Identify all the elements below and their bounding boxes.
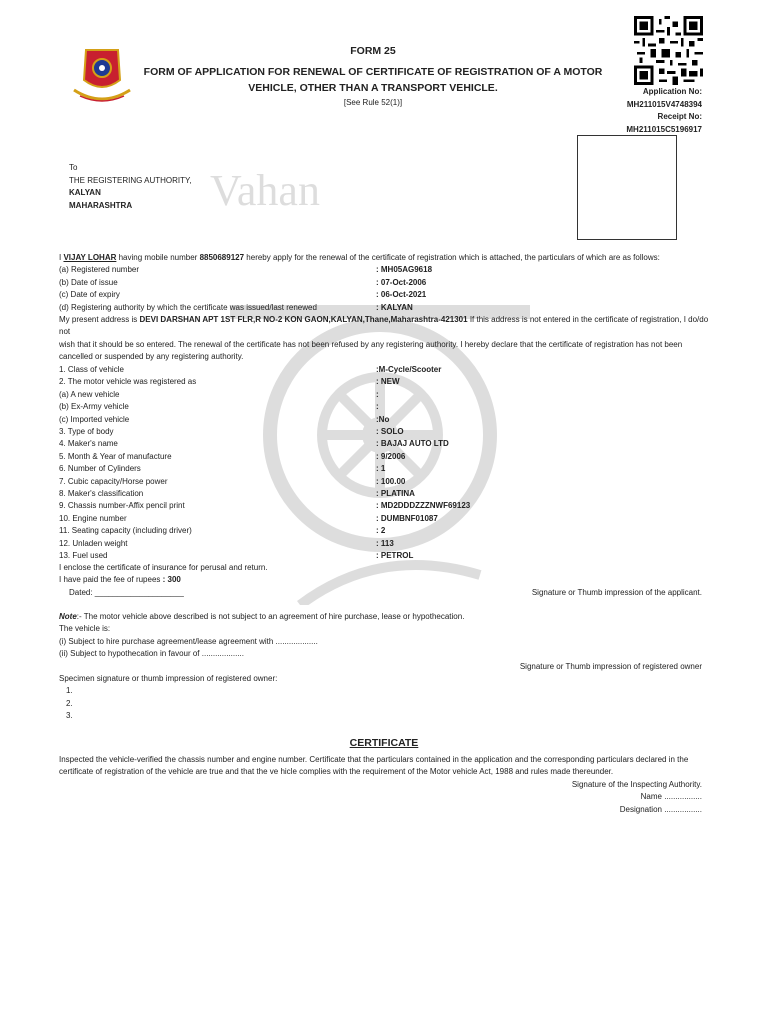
photo-box — [577, 135, 677, 240]
field-label: 13. Fuel used — [59, 551, 108, 560]
receipt-no-label: Receipt No: — [657, 112, 702, 122]
field-value: : 113 — [376, 538, 394, 548]
specimen-item: 1. — [66, 686, 73, 696]
hypothecation-line: (ii) Subject to hypothecation in favour of ................... — [59, 649, 244, 659]
note-text: :- The motor vehicle above described is not subject to an agreement of hire purchase, lease or hypothecation. — [76, 612, 465, 621]
vehicle-row — [59, 376, 709, 388]
field-value: : 07-Oct-2006 — [376, 277, 427, 287]
field-value: : 2 — [376, 526, 386, 536]
specimen-title: Specimen signature or thumb impression of registered owner: — [59, 674, 278, 683]
form-number: FORM 25 — [350, 45, 396, 57]
field-value: : — [376, 402, 379, 412]
registration-row — [59, 289, 709, 301]
addressee-block — [69, 162, 192, 212]
specimen-item: 2. — [66, 698, 73, 708]
field-label: (b) Date of issue — [59, 277, 118, 287]
field-value: : 9/2006 — [376, 451, 406, 461]
vehicle-row — [59, 364, 709, 376]
hire-purchase-line: (i) Subject to hire purchase agreement/lease agreement with ................... — [59, 636, 318, 646]
certificate-line-2: certificate of registration of the vehicle are true and that the ve hicle complies with the requirement of the Motor vehicle Act, 1988 and rules made thereunder. — [59, 767, 614, 777]
vehicle-row — [59, 389, 709, 401]
field-value: : BAJAJ AUTO LTD — [376, 439, 449, 449]
field-label: 5. Month & Year of manufacture — [59, 451, 172, 461]
inspector-name-line: Name ................. — [640, 792, 702, 802]
field-label: 11. Seating capacity (including driver) — [59, 526, 192, 536]
applicant-mobile: 8850689127 — [199, 253, 245, 262]
address-line-1 — [59, 314, 713, 339]
vehicle-row — [59, 476, 709, 488]
field-label: (c) Imported vehicle — [59, 414, 130, 424]
certificate-title: CERTIFICATE — [349, 737, 419, 749]
field-value: : NEW — [376, 377, 400, 387]
field-value: : DUMBNF01087 — [376, 513, 438, 523]
applicant-statement-text: hereby apply for the renewal of the certificate of registration which is attached, the particulars of which are as follows: — [246, 253, 660, 262]
owner-signature-label: Signature or Thumb impression of registered owner — [519, 661, 702, 671]
field-label: (d) Registering authority by which the certificate was issued/last renewed — [59, 302, 317, 312]
field-value: :M-Cycle/Scooter — [376, 365, 442, 374]
applicant-name: VIJAY LOHAR — [63, 253, 117, 262]
insurance-line: I enclose the certificate of insurance for perusal and return. — [59, 563, 268, 572]
field-label: (a) Registered number — [59, 265, 140, 274]
applicant-mobile-label: having mobile number — [118, 253, 198, 262]
registration-row — [59, 264, 709, 276]
field-label: (a) A new vehicle — [59, 389, 120, 399]
vehicle-row — [59, 414, 709, 426]
fee-label: I have paid the fee of rupees — [59, 575, 161, 585]
registration-row — [59, 277, 709, 289]
address-paragraph — [59, 314, 713, 364]
field-label: 4. Maker's name — [59, 439, 118, 449]
vehicle-row — [59, 488, 709, 500]
vehicle-row — [59, 525, 709, 537]
vehicle-row — [59, 426, 709, 438]
field-label: 7. Cubic capacity/Horse power — [59, 476, 168, 486]
vehicle-row — [59, 451, 709, 463]
field-label: 9. Chassis number-Affix pencil print — [59, 501, 185, 511]
vehicle-row — [59, 538, 709, 550]
fee-value: : 300 — [162, 575, 181, 585]
specimen-item: 3. — [66, 711, 73, 721]
field-value: : 100.00 — [376, 476, 406, 486]
applicant-signature-label: Signature or Thumb impression of the applicant. — [531, 588, 702, 597]
field-label: (c) Date of expiry — [59, 290, 120, 299]
receipt-no: MH211015C5196917 — [626, 124, 702, 134]
application-no: MH211015V4748394 — [626, 99, 702, 109]
form-title: FORM OF APPLICATION FOR RENEWAL OF CERTIFICATE OF REGISTRATION OF A MOTOR VEHICLE, OTHER THAN A TRANSPORT VEHICLE. — [143, 66, 603, 94]
field-label: 2. The motor vehicle was registered as — [59, 377, 197, 387]
field-value: : PLATINA — [376, 489, 415, 498]
field-value: : SOLO — [376, 427, 404, 436]
field-label: 8. Maker's classification — [59, 489, 144, 498]
inspector-designation-line: Designation ................. — [619, 804, 702, 814]
certificate-text — [59, 754, 713, 779]
fee-line — [59, 574, 713, 586]
field-label: 10. Engine number — [59, 513, 127, 523]
svg-text:Vahan: Vahan — [210, 166, 320, 215]
to-label: To — [69, 163, 78, 172]
application-info — [626, 86, 702, 136]
address-prefix: My present address is — [59, 315, 138, 324]
field-value: : 06-Oct-2021 — [376, 290, 427, 299]
field-label: 1. Class of vehicle — [59, 365, 124, 374]
application-no-label: Application No: — [642, 87, 702, 96]
field-label: 12. Unladen weight — [59, 538, 128, 548]
address-line-1-rest: If this address is not entered in the certificate of registration, I do/do not — [59, 315, 709, 337]
vehicle-row — [59, 401, 709, 413]
field-label: 6. Number of Cylinders — [59, 464, 141, 474]
vehicle-subject-label: The vehicle is: — [59, 624, 111, 634]
vehicle-row — [59, 513, 709, 525]
field-value: : MD2DDDZZZNWF69123 — [376, 501, 471, 511]
field-value: : 1 — [376, 464, 386, 474]
certificate-line-1: Inspected the vehicle-verified the chassis number and engine number. Certificate that the particulars contained in the application and the corresponding particulars declared in the — [59, 755, 689, 764]
applicant-prefix: I — [59, 253, 62, 262]
note-line — [59, 611, 713, 623]
field-label: 3. Type of body — [59, 427, 114, 436]
authority-city: KALYAN — [69, 188, 101, 197]
field-value: : MH05AG9618 — [376, 265, 433, 274]
vehicle-row — [59, 463, 709, 475]
present-address: DEVI DARSHAN APT 1ST FLR,R NO-2 KON GAON,KALYAN,Thane,Maharashtra-421301 — [139, 315, 468, 324]
vehicle-row — [59, 550, 709, 562]
authority-state: MAHARASHTRA — [69, 200, 133, 210]
inspecting-authority-block — [572, 779, 702, 816]
address-line-2: wish that it should be so entered. The renewal of the certificate has not been refused by any registering authority. I hereby declare that the certificate of registration has not been — [59, 339, 683, 349]
vehicle-row — [59, 438, 709, 450]
field-label: (b) Ex-Army vehicle — [59, 402, 129, 412]
dated-line: Dated: ____________________ — [69, 588, 184, 597]
applicant-statement — [59, 252, 713, 264]
specimen-list — [66, 685, 73, 722]
field-value: :No — [376, 414, 390, 424]
registration-row — [59, 302, 709, 314]
rule-reference: [See Rule 52(1)] — [343, 98, 403, 107]
address-line-3: cancelled or suspended by any registering authority. — [59, 352, 244, 362]
vehicle-row — [59, 500, 709, 512]
field-value: : PETROL — [376, 551, 414, 560]
authority-line: THE REGISTERING AUTHORITY, — [69, 175, 192, 185]
inspecting-authority-signature: Signature of the Inspecting Authority. — [571, 780, 702, 789]
field-value: : — [376, 389, 379, 399]
field-value: : KALYAN — [376, 302, 413, 312]
note-label: Note — [59, 612, 77, 621]
